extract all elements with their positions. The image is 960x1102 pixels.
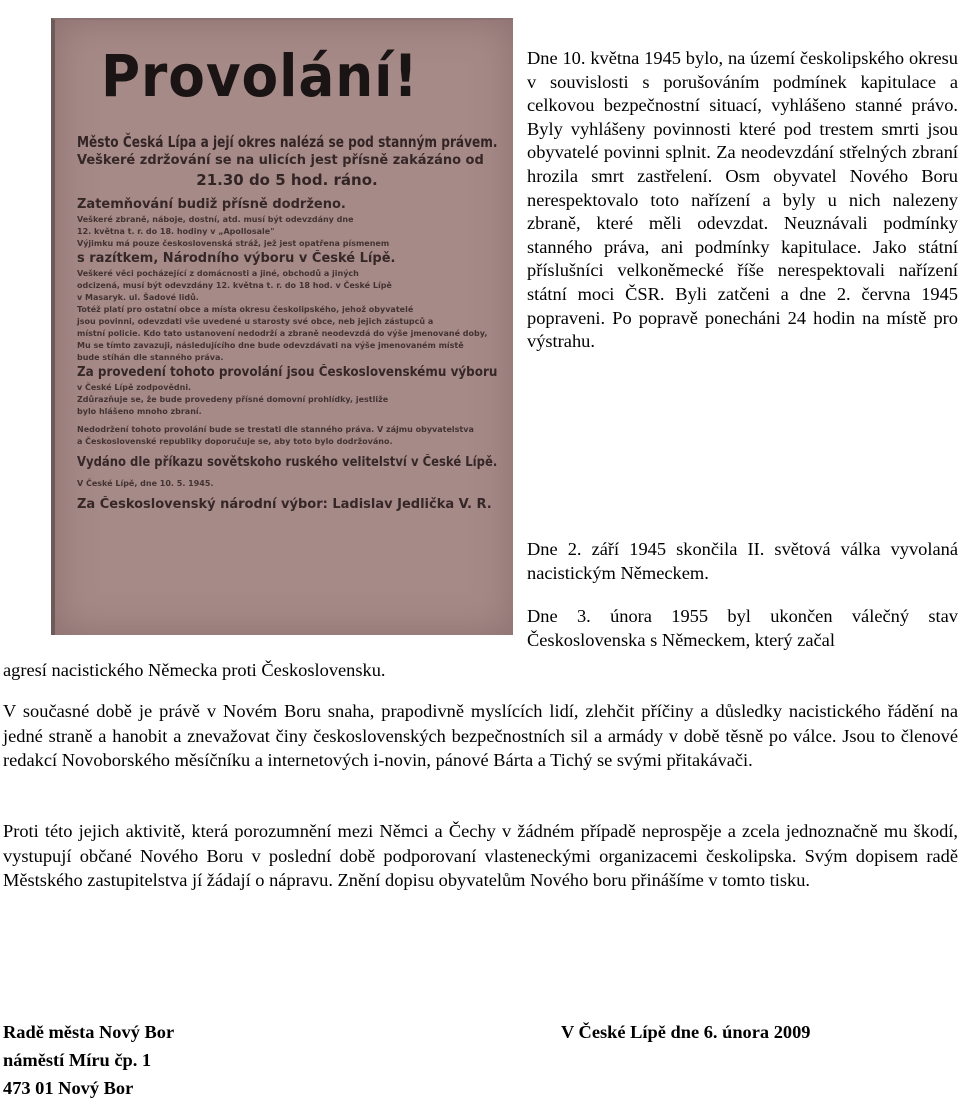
poster-line: bude stíhán dle stanného práva.	[77, 353, 224, 362]
poster-line: Výjimku má pouze československá stráž, jež jest opatřena písmenem	[77, 239, 390, 248]
poster-line: jsou povinni, odevzdati vše uvedené u starosty své obce, neb jejich zástupců a	[77, 317, 434, 326]
poster-line: Veškeré zdržování se na ulicích jest přísně zakázáno od	[77, 153, 484, 168]
poster-line: odcizená, musí být odevzdány 12. května t. r. do 18 hod. v České Lípě	[77, 281, 392, 290]
place-and-date: V České Lípě dne 6. února 2009	[561, 1022, 811, 1042]
poster-line: 12. května t. r. do 18. hodiny v „Apollosale"	[77, 227, 275, 236]
poster-line: s razítkem, Národního výboru v České Lípě.	[77, 251, 396, 266]
poster-line: Totéž platí pro ostatní obce a místa okresu českolipského, jehož obyvatelé	[77, 305, 414, 314]
poster-line: v České Lípě zodpovědni.	[77, 383, 192, 392]
recipient-address	[3, 1018, 174, 1102]
poster-line: místní policie. Kdo tato ustanovení nedodrží a zbraně neodevzdá do výše jmenované doby,	[77, 329, 488, 338]
poster-line: Veškeré věci pocházející z domácnosti a jiné, obchodů a jiných	[77, 269, 359, 278]
paragraph-war-end	[527, 538, 958, 585]
poster-line: V České Lípě, dne 10. 5. 1945.	[77, 479, 214, 488]
poster-line: bylo hlášeno mnoho zbraní.	[77, 407, 202, 416]
poster-line: Veškeré zbraně, náboje, dostní, atd. musí být odevzdány dne	[77, 215, 354, 224]
poster-line: a Československé republiky doporučuje se, aby toto bylo dodržováno.	[77, 437, 393, 446]
poster-line: v Masaryk. ul. Šadové lidů.	[77, 293, 199, 302]
poster-line: Zdůrazňuje se, že bude provedeny přísné domovní prohlídky, jestliže	[77, 395, 389, 404]
poster-line: Za provedení tohoto provolání jsou Československému výboru	[77, 365, 498, 380]
poster-line: Vydáno dle příkazu sovětskoho ruského velitelství v České Lípě.	[77, 455, 498, 470]
paragraph-martial-law	[527, 47, 958, 354]
address-line-2: náměstí Míru čp. 1	[3, 1050, 152, 1070]
poster-title: Provolání!	[101, 42, 419, 110]
poster-line: Zatemňování budiž přísně dodrženo.	[77, 197, 346, 212]
poster-line: Mu se tímto zavazuji, následujícího dne bude odevzdávati na výše jmenovaném místě	[77, 341, 464, 350]
address-line-1: Radě města Nový Bor	[3, 1022, 175, 1042]
poster-line: 21.30 do 5 hod. ráno.	[196, 171, 378, 189]
paragraph-text: Dne 10. května 1945 bylo, na území českolipského okresu v souvislosti s porušováním podmínek kapitulace a celkovou bezpečnostní situací, vyhlášeno stanné právo. Byly vyhlášeny povinnosti které pod trestem smrti jsou obyvatelé povinni splnit. Za neodevzdání střelných zbraní hrozila smrt zastřelení. Osm obyvatel Nového Boru nerespektovalo toto nařízení a byly u nich nalezeny zbraně, které měli odevzdat. Neuznávali podmínky stanného práva, ani podmínky kapitulace. Jako státní příslušníci velkoněmecké říše nerespektovali nařízení státní moci ČSR. Byli zatčeni a dne 2. června 1945 popraveni. Po popravě ponecháni 24 hodin na místě pro výstrahu.	[527, 48, 958, 352]
paragraph-current-situation: V současné době je právě v Novém Boru snaha, prapodivně myslících lidí, zlehčit příčiny a důsledky nacistického řádění na jedné straně a hanobit a znevažovat činy československých bezpečnostních sil a armády v době těsně po válce. Jsou to členové redakcí Novoborského měsíčníku a internetových i-novin, pánové Bárta a Tichý se svými přitakávači.	[3, 701, 958, 770]
poster-line: Nedodržení tohoto provolání bude se trestati dle stanného práva. V zájmu obyvatelstva	[77, 425, 474, 434]
paragraph-text: Dne 2. září 1945 skončila II. světová válka vyvolaná nacistickým Německem.	[527, 539, 958, 583]
proclamation-poster-photo	[51, 18, 513, 635]
poster-line: Za Československý národní výbor: Ladislav Jedlička V. R.	[77, 497, 492, 512]
address-line-3: 473 01 Nový Bor	[3, 1078, 134, 1098]
paragraph-citizens-response: Proti této jejich aktivitě, která porozumnění mezi Němci a Čechy v žádném případě neprospěje a zcela jednoznačně mu škodí, vystupují občané Nového Boru v poslední době podporovaní vlasteneckými organizacemi českolipska. Svým dopisem radě Městského zastupitelstva jí žádají o nápravu. Znění dopisu obyvatelům Nového boru přinášíme v tomto tisku.	[3, 821, 958, 890]
paragraph-text: Dne 3. února 1955 byl ukončen válečný stav Československa s Německem, který začal	[527, 606, 958, 650]
paragraph-war-state-end-continued: agresí nacistického Německa proti Československu.	[3, 660, 386, 680]
poster-body	[77, 132, 497, 514]
paragraph-war-state-end	[527, 605, 958, 652]
poster-line: Město Česká Lípa a její okres nalézá se pod stanným právem.	[77, 133, 498, 151]
